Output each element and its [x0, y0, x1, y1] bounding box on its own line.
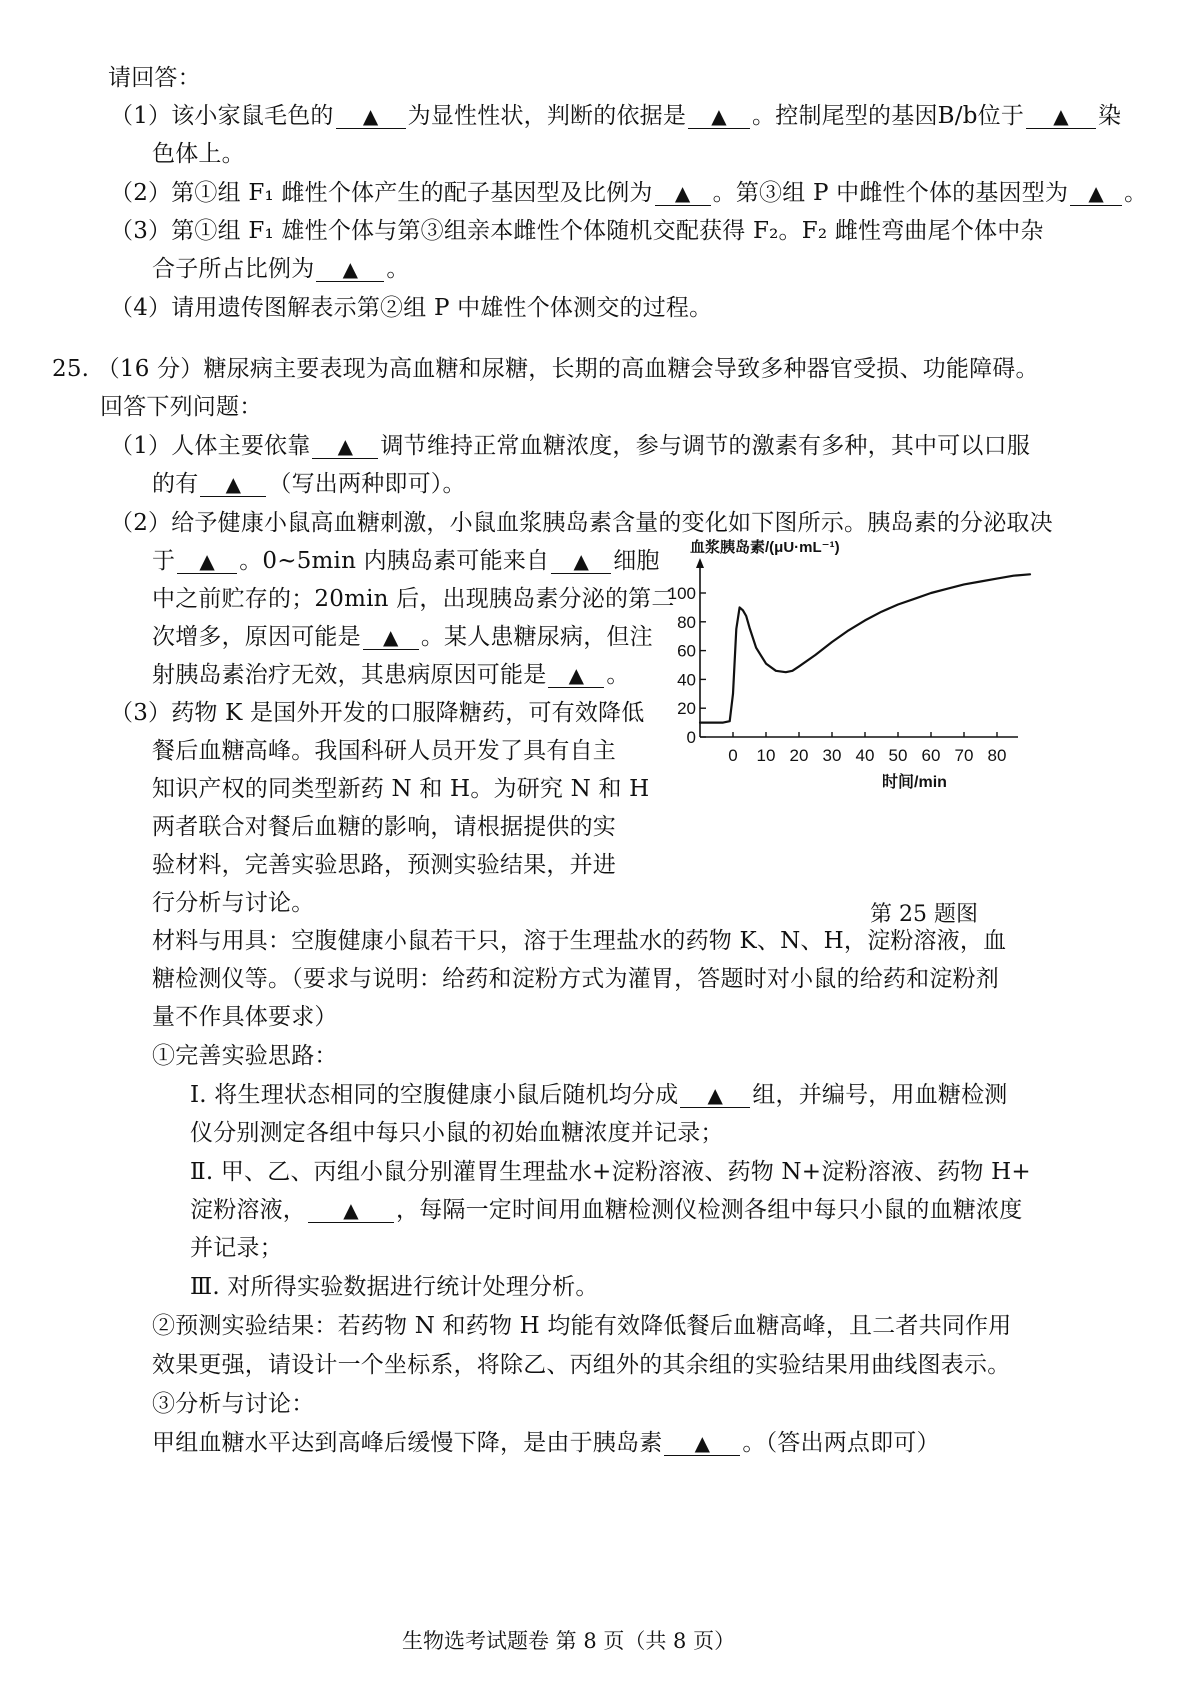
text-segment: 验材料，完善实验思路，预测实验结果，并进 [152, 852, 616, 878]
triangle-icon: ▲ [694, 1431, 711, 1455]
triangle-icon: ▲ [1088, 181, 1104, 205]
text-line-l18 [152, 735, 616, 767]
text-segment: （写出两种即可）。 [268, 471, 466, 497]
answer-blank [363, 621, 419, 650]
y-tick-label: 20 [677, 699, 696, 719]
text-segment: ②预测实验结果：若药物 N 和药物 H 均能有效降低餐后血糖高峰，且二者共同作用 [152, 1313, 1012, 1339]
text-segment: 25. （16 分）糖尿病主要表现为高血糖和尿糖，长期的高血糖会导致多种器官受损、功能障碍。 [52, 356, 1039, 382]
x-tick-label: 10 [756, 746, 776, 765]
triangle-icon: ▲ [1053, 104, 1069, 128]
x-tick-label: 0 [728, 746, 738, 765]
text-line-l5 [110, 215, 1044, 247]
y-axis-arrow-icon [696, 558, 704, 568]
text-line-l27 [190, 1079, 1008, 1111]
text-segment: （2）给予健康小鼠高血糖刺激，小鼠血浆胰岛素含量的变化如下图所示。胰岛素的分泌取决 [110, 510, 1053, 536]
text-line-l24 [152, 963, 999, 995]
y-tick-label: 100 [667, 584, 696, 603]
y-tick-label: 60 [677, 641, 696, 661]
text-line-l2 [110, 100, 1121, 132]
text-segment: 回答下列问题： [100, 394, 263, 420]
text-segment: 色体上。 [152, 141, 245, 167]
text-line-l35 [152, 1388, 314, 1420]
x-tick-label: 40 [855, 746, 875, 765]
x-tick-label: 70 [954, 746, 974, 765]
text-segment: Ⅱ. 甲、乙、丙组小鼠分别灌胃生理盐水+淀粉溶液、药物 N+淀粉溶液、药物 H+ [190, 1159, 1031, 1185]
answer-blank [308, 1194, 394, 1223]
text-segment: Ⅲ. 对所得实验数据进行统计处理分析。 [190, 1274, 599, 1300]
triangle-icon: ▲ [343, 1198, 359, 1222]
text-segment: （3）第①组 F₁ 雄性个体与第③组亲本雌性个体随机交配获得 F₂。F₂ 雌性弯曲尾个体中杂 [110, 218, 1044, 244]
text-segment: （1）该小家鼠毛色的 [110, 103, 334, 129]
text-segment: ③分析与讨论： [152, 1391, 315, 1417]
text-line-l10 [110, 430, 1030, 462]
triangle-icon: ▲ [707, 1083, 724, 1107]
text-segment: 。（答出两点即可） [742, 1430, 940, 1456]
text-segment: 中之前贮存的；20min 后，出现胰岛素分泌的第二 [152, 586, 675, 612]
text-segment: （2）第①组 F₁ 雌性个体产生的配子基因型及比例为 [110, 180, 653, 206]
insulin-chart [667, 538, 1130, 828]
answer-blank [336, 100, 406, 129]
text-segment: 。0~5min 内胰岛素可能来自 [239, 548, 550, 574]
text-segment: ，每隔一定时间用血糖检测仪检测各组中每只小鼠的血糖浓度 [396, 1197, 1023, 1223]
text-line-l28 [190, 1117, 724, 1149]
text-line-l17 [110, 697, 644, 729]
text-line-l13 [152, 545, 660, 577]
text-segment: （3）药物 K 是国外开发的口服降糖药，可有效降低 [110, 700, 645, 726]
text-line-l14 [152, 583, 675, 615]
text-line-l11 [152, 468, 466, 500]
text-line-l7 [110, 292, 712, 324]
figure-caption: 第 25 题图 [870, 902, 978, 927]
y-tick-label: 80 [677, 612, 696, 632]
text-segment: 行分析与讨论。 [152, 890, 315, 916]
text-segment: 。 [1124, 180, 1148, 206]
x-tick-label: 80 [987, 746, 1007, 765]
triangle-icon: ▲ [337, 434, 354, 458]
y-tick-label: 0 [686, 728, 696, 747]
text-line-l34 [152, 1349, 1010, 1381]
text-line-l22 [152, 887, 314, 919]
text-segment: 染 [1098, 103, 1122, 129]
y-tick-label: 40 [677, 670, 696, 690]
text-segment: 甲组血糖水平达到高峰后缓慢下降，是由于胰岛素 [152, 1430, 663, 1456]
answer-blank [551, 545, 611, 574]
text-line-l32 [190, 1271, 599, 1303]
text-segment: 。某人患糖尿病，但注 [420, 624, 653, 650]
y-axis-label: 血浆胰岛素/(μU·mL⁻¹) [690, 539, 840, 556]
text-line-l25 [152, 1001, 338, 1033]
answer-blank [1070, 177, 1122, 206]
text-segment: 淀粉溶液， [190, 1197, 306, 1223]
text-segment: 调节维持正常血糖浓度，参与调节的激素有多种，其中可以口服 [380, 433, 1031, 459]
text-line-l20 [152, 811, 616, 843]
text-segment: 量不作具体要求） [152, 1004, 338, 1030]
text-line-l33 [152, 1310, 1011, 1342]
text-segment: 合子所占比例为 [152, 256, 315, 282]
triangle-icon: ▲ [199, 549, 215, 573]
text-line-l30 [190, 1194, 1022, 1226]
text-line-l9 [100, 391, 262, 423]
x-tick-label: 20 [789, 746, 809, 765]
triangle-icon: ▲ [342, 257, 359, 281]
text-segment: ①完善实验思路： [152, 1043, 338, 1069]
text-segment: （4）请用遗传图解表示第②组 P 中雄性个体测交的过程。 [110, 295, 713, 321]
text-segment: 两者联合对餐后血糖的影响，请根据提供的实 [152, 814, 616, 840]
answer-blank [312, 430, 378, 459]
text-line-l26 [152, 1040, 338, 1072]
answer-blank [1026, 100, 1096, 129]
answer-blank [316, 253, 384, 282]
text-line-l36 [152, 1427, 940, 1459]
text-segment: 。第③组 P 中雌性个体的基因型为 [712, 180, 1069, 206]
answer-blank [177, 545, 237, 574]
answer-blank [200, 468, 266, 497]
text-segment: 餐后血糖高峰。我国科研人员开发了具有自主 [152, 738, 616, 764]
answer-blank [655, 177, 711, 206]
text-segment: 射胰岛素治疗无效，其患病原因可能是 [152, 662, 547, 688]
text-segment: 的有 [152, 471, 199, 497]
text-segment: 效果更强，请设计一个坐标系，将除乙、丙组外的其余组的实验结果用曲线图表示。 [152, 1352, 1011, 1378]
text-segment: 材料与用具：空腹健康小鼠若干只，溶于生理盐水的药物 K、N、H，淀粉溶液，血 [152, 928, 1007, 954]
x-tick-label: 30 [822, 746, 842, 765]
text-segment: 。 [386, 256, 410, 282]
triangle-icon: ▲ [362, 104, 379, 128]
answer-blank [548, 659, 604, 688]
triangle-icon: ▲ [573, 549, 590, 573]
text-segment: 于 [152, 548, 176, 574]
insulin-series-line-0 [700, 574, 1030, 722]
text-segment: 次增多，原因可能是 [152, 624, 361, 650]
triangle-icon: ▲ [674, 181, 691, 205]
text-segment: 请回答： [108, 65, 201, 91]
answer-blank [688, 100, 750, 129]
text-line-l19 [152, 773, 649, 805]
triangle-icon: ▲ [568, 663, 585, 687]
x-tick-label: 50 [888, 746, 908, 765]
text-segment: 细胞 [613, 548, 660, 574]
text-segment: 组，并编号，用血糖检测 [752, 1082, 1008, 1108]
text-line-l8 [52, 353, 1039, 385]
triangle-icon: ▲ [225, 472, 242, 496]
text-line-l12 [110, 507, 1053, 539]
text-line-l3 [152, 138, 245, 170]
x-axis-label: 时间/min [882, 774, 947, 791]
answer-blank [664, 1427, 740, 1456]
answer-blank [680, 1079, 750, 1108]
text-segment: Ⅰ. 将生理状态相同的空腹健康小鼠后随机均分成 [190, 1082, 679, 1108]
text-line-l23 [152, 925, 1006, 957]
text-line-l4 [110, 177, 1147, 209]
text-segment: 。控制尾型的基因B/b位于 [752, 103, 1025, 129]
text-line-l1 [108, 62, 201, 94]
text-line-l15 [152, 621, 653, 653]
text-line-l16 [152, 659, 630, 691]
text-segment: 为显性性状，判断的依据是 [407, 103, 687, 129]
text-line-l6 [152, 253, 410, 285]
x-tick-label: 60 [921, 746, 941, 765]
triangle-icon: ▲ [711, 104, 727, 128]
page-footer: 生物选考试题卷 第 8 页（共 8 页） [402, 1629, 736, 1653]
text-line-l21 [152, 849, 616, 881]
text-line-l31 [190, 1232, 283, 1264]
text-segment: 糖检测仪等。（要求与说明：给药和淀粉方式为灌胃，答题时对小鼠的给药和淀粉剂 [152, 966, 999, 992]
triangle-icon: ▲ [383, 625, 399, 649]
text-segment: 并记录； [190, 1235, 283, 1261]
text-segment: 仪分别测定各组中每只小鼠的初始血糖浓度并记录； [190, 1120, 724, 1146]
text-segment: （1）人体主要依靠 [110, 433, 311, 459]
text-line-l29 [190, 1156, 1031, 1188]
text-segment: 。 [606, 662, 630, 688]
text-segment: 知识产权的同类型新药 N 和 H。为研究 N 和 H [152, 776, 650, 802]
